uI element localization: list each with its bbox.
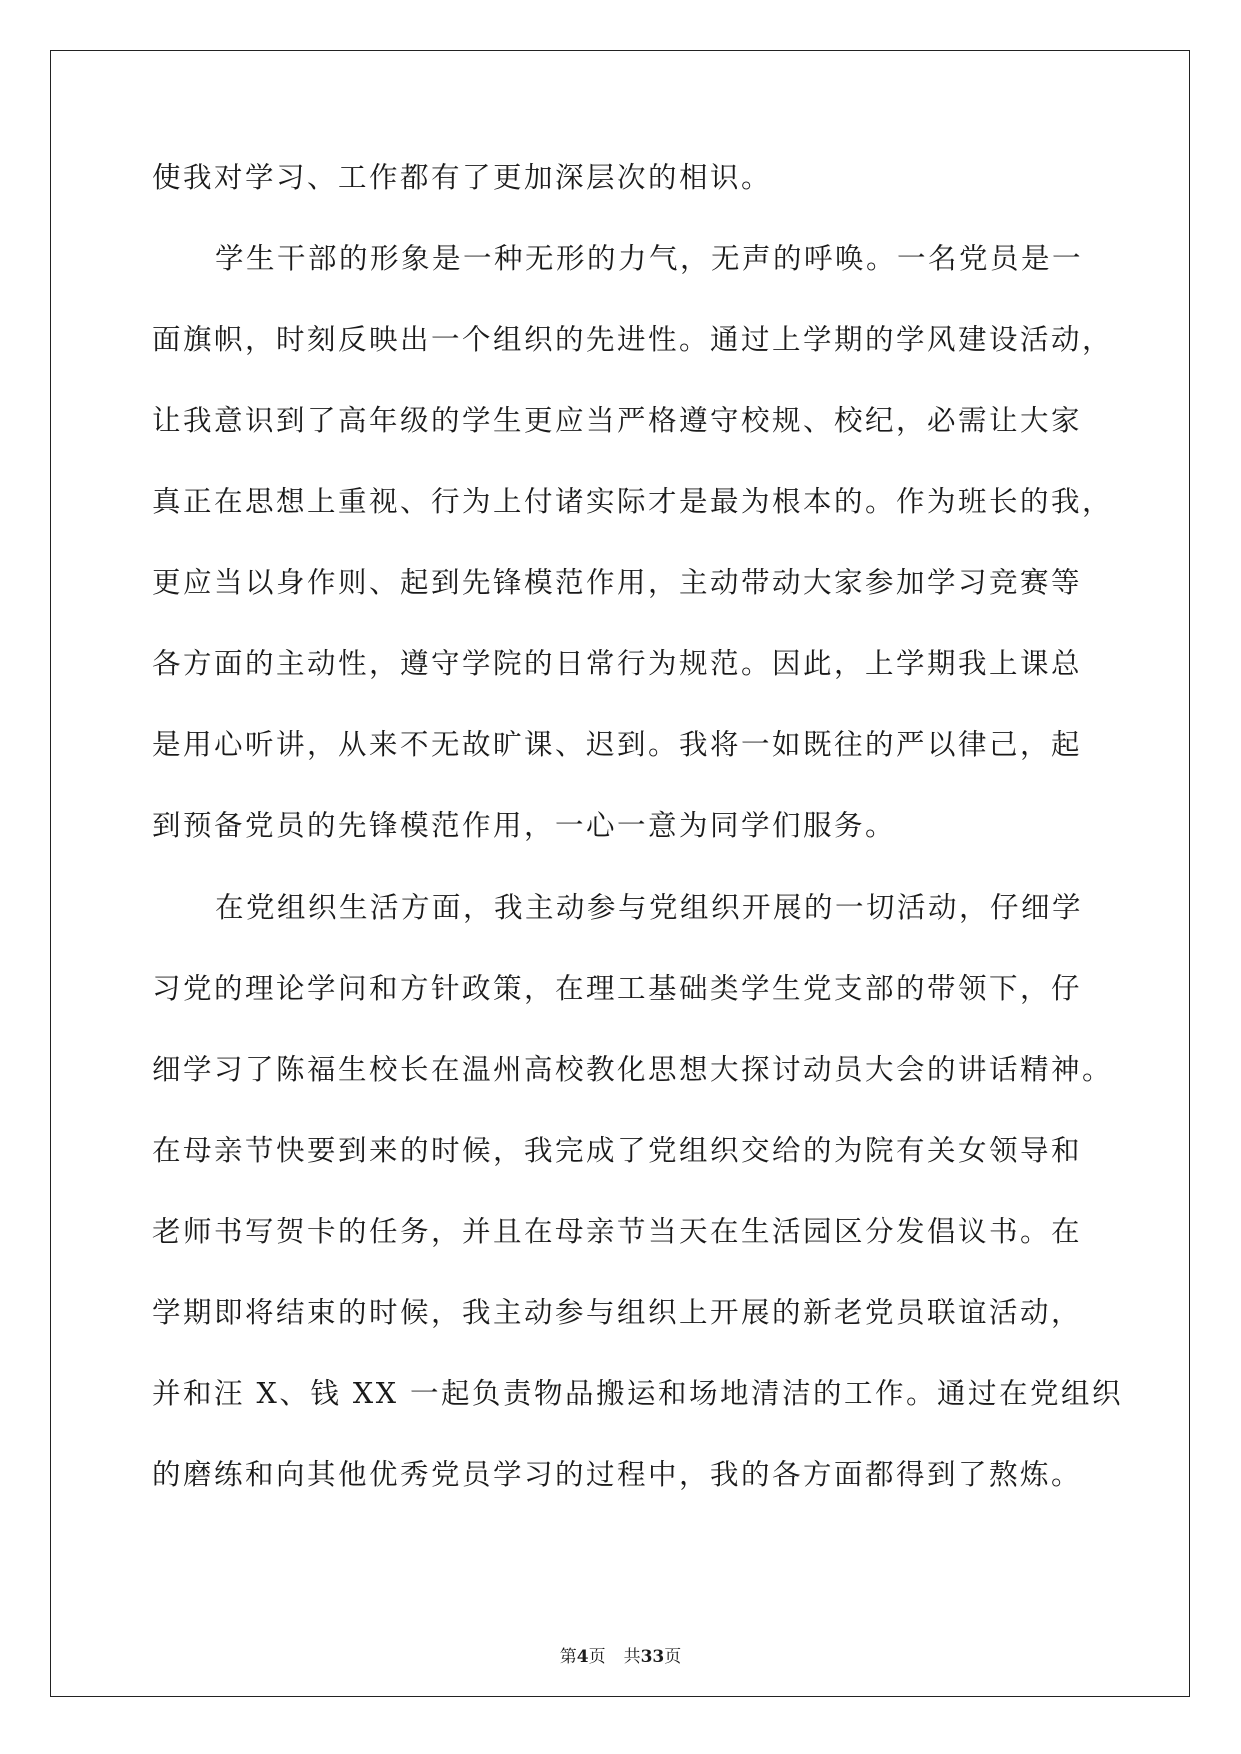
total-pages: 33: [640, 1647, 665, 1667]
page-suffix: 页: [588, 1647, 606, 1667]
paragraph-start-line: 在党组织生活方面，我主动参与党组织开展的一切活动，仔细学: [215, 891, 1084, 924]
text-line: 让我意识到了高年级的学生更应当严格遵守校规、校纪，必需让大家: [152, 404, 1083, 437]
page-border: [50, 50, 1190, 1697]
text-line: 的磨练和向其他优秀党员学习的过程中，我的各方面都得到了熬炼。: [152, 1458, 1083, 1491]
page-footer: [0, 1642, 1241, 1667]
text-line: 真正在思想上重视、行为上付诸实际才是最为根本的。作为班长的我，: [152, 485, 1114, 518]
total-suffix: 页: [664, 1647, 682, 1667]
text-line: 是用心听讲，从来不无故旷课、迟到。我将一如既往的严以律己，起: [152, 728, 1083, 761]
text-line: 更应当以身作则、起到先锋模范作用，主动带动大家参加学习竞赛等: [152, 566, 1083, 599]
text-line: 在母亲节快要到来的时候，我完成了党组织交给的为院有关女领导和: [152, 1134, 1083, 1167]
text-line: 面旗帜，时刻反映出一个组织的先进性。通过上学期的学风建设活动，: [152, 323, 1114, 356]
paragraph-start-line: 学生干部的形象是一种无形的力气，无声的呼唤。一名党员是一: [215, 242, 1084, 275]
text-line: 使我对学习、工作都有了更加深层次的相识。: [152, 161, 773, 194]
text-line: 并和汪 X、钱 XX 一起负责物品搬运和场地清洁的工作。通过在党组织: [152, 1377, 1124, 1410]
text-line: 细学习了陈福生校长在温州高校教化思想大探讨动员大会的讲话精神。: [152, 1053, 1114, 1086]
text-line: 学期即将结束的时候，我主动参与组织上开展的新老党员联谊活动，: [152, 1296, 1083, 1329]
page-prefix: 第: [559, 1647, 577, 1667]
text-line: 老师书写贺卡的任务，并且在母亲节当天在生活园区分发倡议书。在: [152, 1215, 1083, 1248]
text-line: 到预备党员的先锋模范作用，一心一意为同学们服务。: [152, 809, 897, 842]
page-number: 4: [576, 1647, 589, 1667]
total-prefix: 共: [623, 1647, 641, 1667]
text-line: 各方面的主动性，遵守学院的日常行为规范。因此，上学期我上课总: [152, 647, 1083, 680]
text-line: 习党的理论学问和方针政策，在理工基础类学生党支部的带领下，仔: [152, 972, 1083, 1005]
